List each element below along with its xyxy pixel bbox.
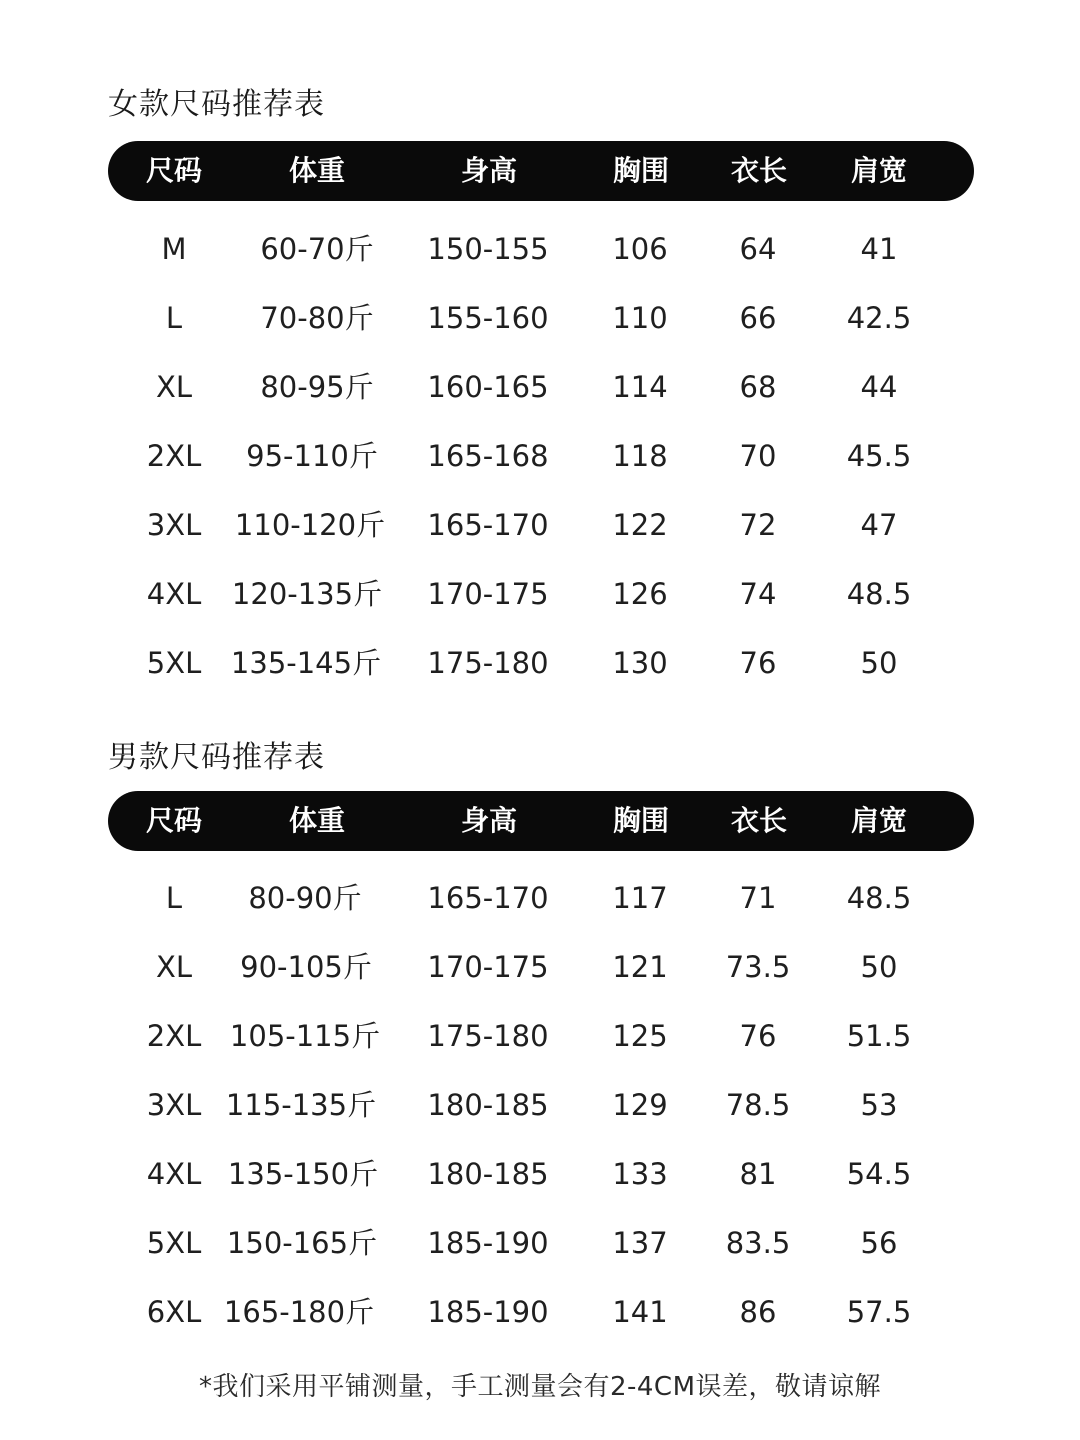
table-row [0, 1278, 1080, 1347]
cell-weight: 135-150斤 [227, 1157, 379, 1191]
cell-chest: 106 [612, 232, 668, 266]
cell-height: 165-170 [427, 508, 549, 542]
header-length: 衣长 [730, 154, 788, 187]
cell-chest: 114 [612, 370, 668, 404]
table-row [0, 491, 1080, 560]
cell-chest: 130 [612, 646, 668, 680]
cell-chest: 125 [612, 1019, 668, 1053]
cell-weight: 110-120斤 [234, 508, 386, 542]
cell-chest: 126 [612, 577, 668, 611]
cell-size: 3XL [146, 1088, 202, 1122]
cell-height: 160-165 [427, 370, 549, 404]
cell-weight: 80-90斤 [248, 881, 362, 915]
header-chest: 胸围 [612, 804, 670, 837]
cell-shoulder: 42.5 [846, 301, 912, 335]
cell-chest: 137 [612, 1226, 668, 1260]
table-row [0, 284, 1080, 353]
cell-height: 165-170 [427, 881, 549, 915]
cell-shoulder: 50 [860, 646, 898, 680]
cell-size: 2XL [146, 439, 202, 473]
cell-size: 3XL [146, 508, 202, 542]
cell-height: 170-175 [427, 577, 549, 611]
table-row [0, 353, 1080, 422]
cell-length: 73.5 [725, 950, 791, 984]
header-size: 尺码 [145, 804, 203, 837]
cell-weight: 80-95斤 [260, 370, 374, 404]
cell-size: XL [155, 950, 193, 984]
cell-weight: 120-135斤 [231, 577, 383, 611]
table-row [0, 864, 1080, 933]
header-shoulder: 肩宽 [850, 154, 908, 187]
cell-shoulder: 56 [860, 1226, 898, 1260]
cell-shoulder: 50 [860, 950, 898, 984]
cell-chest: 121 [612, 950, 668, 984]
table-row [0, 1140, 1080, 1209]
header-length: 衣长 [730, 804, 788, 837]
cell-size: XL [155, 370, 193, 404]
cell-length: 76 [739, 646, 777, 680]
cell-length: 74 [739, 577, 777, 611]
cell-height: 185-190 [427, 1295, 549, 1329]
cell-weight: 150-165斤 [226, 1226, 378, 1260]
cell-height: 175-180 [427, 646, 549, 680]
cell-size: M [161, 232, 187, 266]
cell-shoulder: 57.5 [846, 1295, 912, 1329]
cell-weight: 70-80斤 [260, 301, 374, 335]
table-row [0, 1002, 1080, 1071]
cell-length: 64 [739, 232, 777, 266]
men-table-body [0, 864, 1080, 1347]
cell-height: 165-168 [427, 439, 549, 473]
cell-chest: 129 [612, 1088, 668, 1122]
cell-length: 78.5 [725, 1088, 791, 1122]
cell-chest: 141 [612, 1295, 668, 1329]
women-table-header [108, 141, 974, 201]
cell-height: 175-180 [427, 1019, 549, 1053]
cell-shoulder: 54.5 [846, 1157, 912, 1191]
cell-size: 2XL [146, 1019, 202, 1053]
cell-shoulder: 47 [860, 508, 898, 542]
cell-length: 71 [739, 881, 777, 915]
cell-length: 68 [739, 370, 777, 404]
table-row [0, 215, 1080, 284]
header-chest: 胸围 [612, 154, 670, 187]
cell-shoulder: 41 [860, 232, 898, 266]
cell-length: 70 [739, 439, 777, 473]
header-height: 身高 [460, 804, 518, 837]
cell-weight: 95-110斤 [246, 439, 378, 473]
cell-size: 5XL [146, 646, 202, 680]
cell-height: 185-190 [427, 1226, 549, 1260]
table-row [0, 422, 1080, 491]
cell-height: 180-185 [427, 1088, 549, 1122]
table-row [0, 560, 1080, 629]
header-size: 尺码 [145, 154, 203, 187]
cell-length: 66 [739, 301, 777, 335]
cell-shoulder: 51.5 [846, 1019, 912, 1053]
header-shoulder: 肩宽 [850, 804, 908, 837]
cell-height: 170-175 [427, 950, 549, 984]
women-table-body [0, 215, 1080, 698]
cell-length: 76 [739, 1019, 777, 1053]
table-row [0, 1071, 1080, 1140]
cell-weight: 60-70斤 [260, 232, 374, 266]
cell-weight: 135-145斤 [230, 646, 382, 680]
cell-shoulder: 48.5 [846, 881, 912, 915]
cell-height: 150-155 [427, 232, 549, 266]
cell-shoulder: 45.5 [846, 439, 912, 473]
men-table-header [108, 791, 974, 851]
cell-size: 6XL [146, 1295, 202, 1329]
measurement-footnote: *我们采用平铺测量，手工测量会有2-4CM误差，敬请谅解 [198, 1372, 882, 1402]
cell-length: 81 [739, 1157, 777, 1191]
cell-weight: 90-105斤 [240, 950, 372, 984]
table-row [0, 1209, 1080, 1278]
header-weight: 体重 [288, 804, 346, 837]
table-row [0, 629, 1080, 698]
cell-weight: 165-180斤 [223, 1295, 375, 1329]
cell-shoulder: 48.5 [846, 577, 912, 611]
cell-chest: 117 [612, 881, 668, 915]
cell-chest: 118 [612, 439, 668, 473]
header-weight: 体重 [288, 154, 346, 187]
cell-height: 180-185 [427, 1157, 549, 1191]
cell-chest: 110 [612, 301, 668, 335]
men-table-title: 男款尺码推荐表 [108, 740, 325, 775]
cell-weight: 105-115斤 [229, 1019, 381, 1053]
cell-chest: 122 [612, 508, 668, 542]
cell-height: 155-160 [427, 301, 549, 335]
cell-length: 72 [739, 508, 777, 542]
cell-shoulder: 44 [860, 370, 898, 404]
cell-size: 5XL [146, 1226, 202, 1260]
cell-chest: 133 [612, 1157, 668, 1191]
cell-size: L [165, 881, 183, 915]
cell-length: 83.5 [725, 1226, 791, 1260]
cell-size: 4XL [146, 1157, 202, 1191]
cell-size: 4XL [146, 577, 202, 611]
table-row [0, 933, 1080, 1002]
header-height: 身高 [460, 154, 518, 187]
cell-length: 86 [739, 1295, 777, 1329]
cell-size: L [165, 301, 183, 335]
women-table-title: 女款尺码推荐表 [108, 87, 325, 122]
cell-shoulder: 53 [860, 1088, 898, 1122]
cell-weight: 115-135斤 [225, 1088, 377, 1122]
